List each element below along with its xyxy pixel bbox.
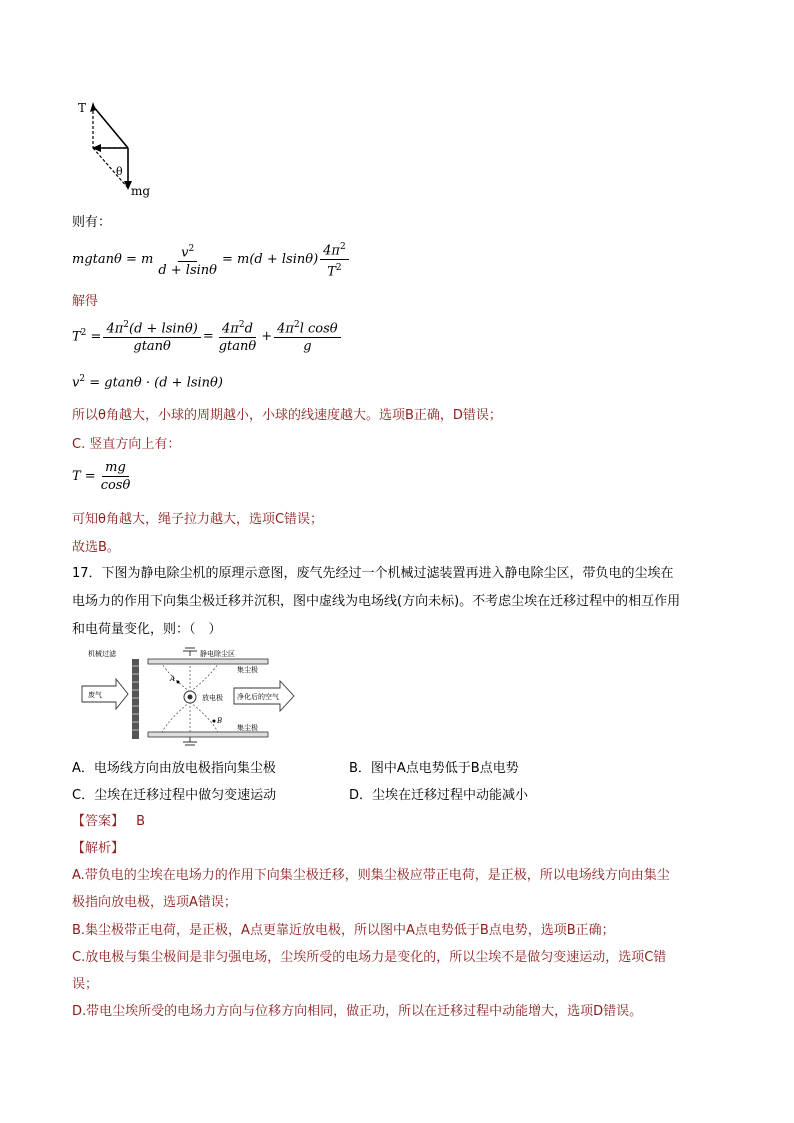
analysis-label: 【解析】: [72, 841, 125, 856]
force-diagram: [76, 98, 166, 203]
option-c[interactable]: C．尘埃在迁移过程中做匀变速运动: [72, 788, 277, 803]
discharge-label: 放电极: [202, 694, 223, 702]
mg-label: mg: [131, 184, 151, 198]
answer-label: 【答案】: [72, 814, 125, 829]
collector-bottom-label: 集尘极: [237, 724, 258, 732]
precipitator-diagram: [80, 646, 300, 750]
analysis-b-line: B.集尘极带正电荷，是正极，A点更靠近放电极，所以图中A点电势低于B点电势，选项B正确；: [72, 923, 615, 938]
q17-stem-line1: 17．下图为静电除尘机的原理示意图，废气先经过一个机械过滤装置再进入静电除尘区，带负电的尘埃在: [72, 566, 674, 581]
point-b-label: B: [217, 717, 223, 725]
exhaust-label: 废气: [88, 691, 102, 699]
q17-stem-line2: 电场力的作用下向集尘极迁移并沉积，图中虚线为电场线(方向未标)。不考虑尘埃在迁移过程中的相互作用: [72, 594, 681, 609]
q17-stem-line3: 和电荷量变化，则：（ ）: [72, 622, 222, 637]
conclusion-1: 所以θ角越大，小球的周期越小，小球的线速度越大。选项B正确，D错误；: [72, 408, 502, 423]
esp-zone-label: 静电除尘区: [200, 650, 235, 658]
analysis-c-line1: C.放电极与集尘极间是非匀强电场，尘埃所受的电场力是变化的，所以尘埃不是做匀变速运动，选项C错: [72, 950, 667, 965]
option-b[interactable]: B．图中A点电势低于B点电势: [349, 761, 519, 776]
analysis-d-line: D.带电尘埃所受的电场力方向与位移方向相同，做正功，所以在迁移过程中动能增大，选项D错误。: [72, 1004, 643, 1019]
equation-4: T = $\frac{mg}{\cos\theta}$: [72, 460, 131, 493]
option-c-vertical: C. 竖直方向上有：: [72, 437, 181, 452]
choose-b: 故选B。: [72, 540, 120, 555]
theta-label: θ: [116, 165, 123, 178]
analysis-a-line2: 极指向放电极，选项A错误；: [72, 895, 237, 910]
option-d[interactable]: D．尘埃在迁移过程中动能减小: [349, 788, 529, 803]
clean-air-label: 净化后的空气: [237, 693, 279, 701]
collector-top-label: 集尘极: [237, 666, 258, 674]
analysis-a-line1: A.带负电的尘埃在电场力的作用下向集尘极迁移，则集尘极应带正电荷，是正极，所以电场线方向由集尘: [72, 868, 670, 883]
solve-text: 解得: [72, 294, 99, 309]
equation-3: $v^2 = gtan\theta \cdot (d + lsin\theta)$: [72, 374, 223, 391]
mech-filter-label: 机械过滤: [88, 650, 116, 658]
equation-1: mgtanθ = m $\frac{v^2}{d + lsin\theta}$ = m(d + lsinθ) $\frac{4\pi^2}{T^2}$: [72, 240, 351, 280]
point-a-label: A: [170, 675, 176, 683]
tension-label: T: [78, 101, 87, 115]
answer-line: [72, 810, 145, 829]
analysis-c-line2: 误；: [72, 977, 99, 992]
conclusion-2: 可知θ角越大，绳子拉力越大，选项C错误；: [72, 512, 324, 527]
equation-2: $T^2$ = $\frac{4\pi^2(d + lsin\theta)}{gtan\theta}$ = $\frac{4\pi^2d}{gtan\theta}$ + $\frac{4\pi^2l \cos\theta}{g}$: [72, 318, 343, 354]
then-have-text: 则有：: [72, 215, 112, 230]
option-a[interactable]: A．电场线方向由放电极指向集尘极: [72, 761, 276, 776]
answer-value: B: [136, 814, 146, 829]
